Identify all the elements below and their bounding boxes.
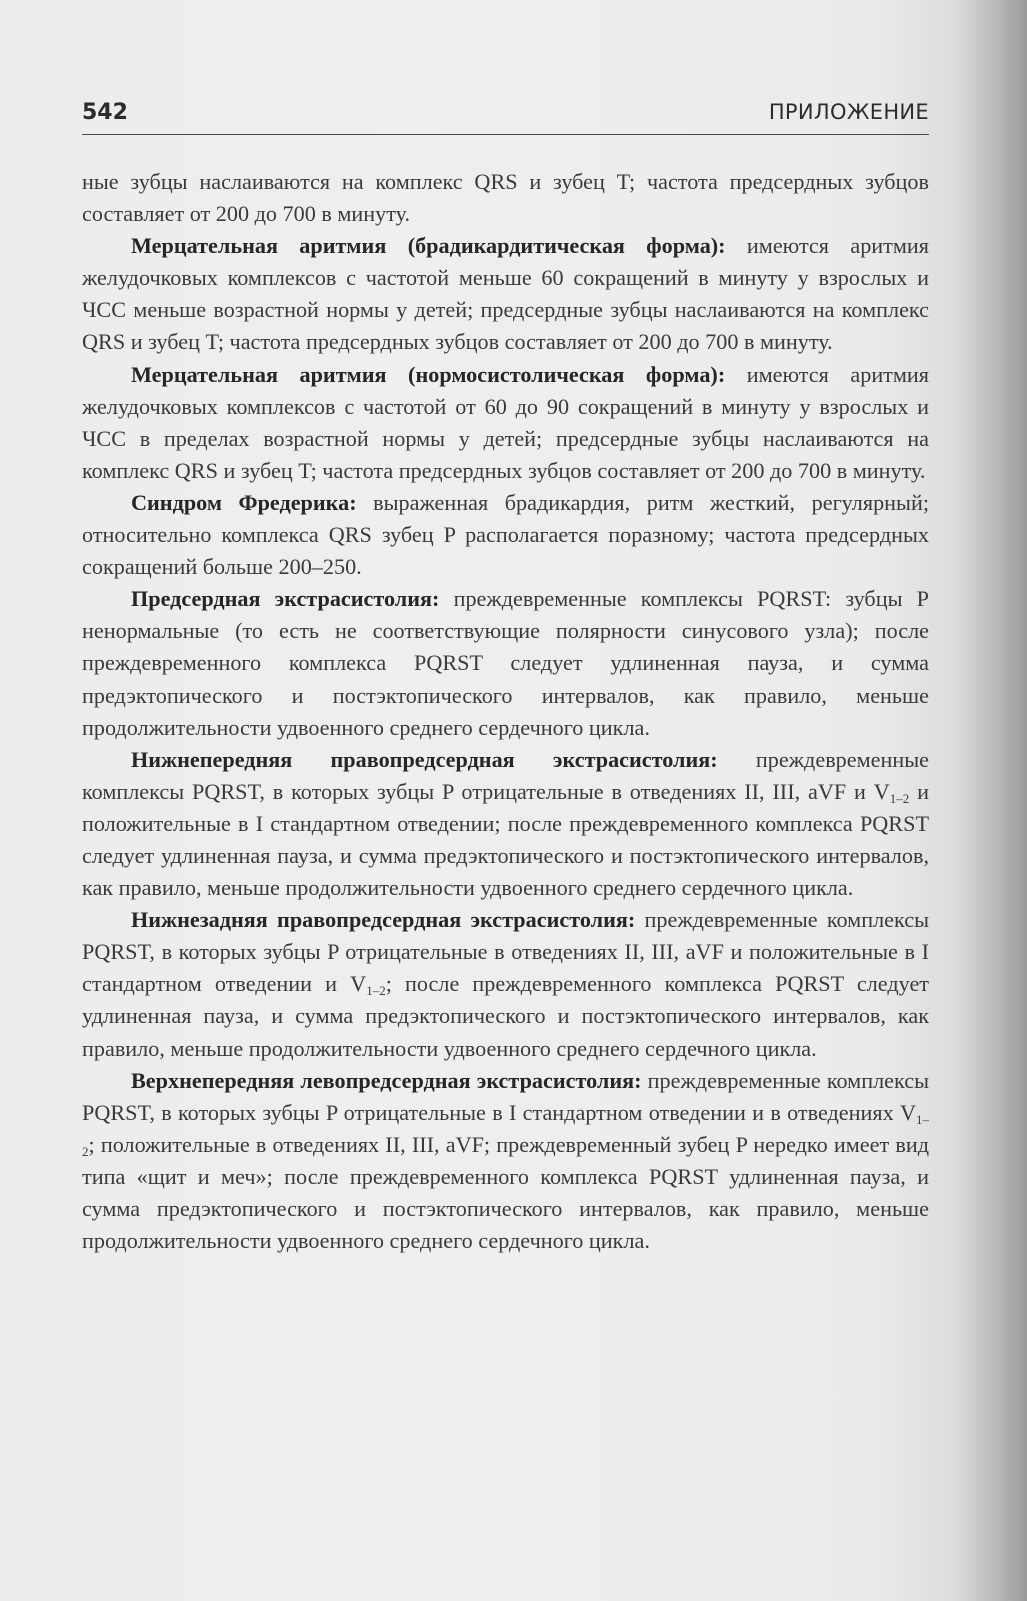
lead-subscript: 1–2 [366, 983, 386, 999]
lead-subscript: 1–2 [889, 790, 910, 806]
paragraph-superoanterior-left-atrial [82, 1065, 929, 1258]
body-text [82, 166, 929, 1257]
page-header [82, 94, 929, 135]
paragraph-text: ные зубцы наслаиваются на комплекс QRS и зубец T; частота предсердных зубцов составляет от 200 до 700 в минуту. [82, 169, 929, 227]
paragraph-text: преждевременные комплексы PQRST, в которых зубцы P отрицательные в отведениях II, III, aVF и положительные в I стандартном отведении и V [82, 907, 929, 997]
term-heading: Синдром Фредерика: [131, 489, 357, 515]
paragraph-text: имеются аритмия желудочковых комплексов с частотой меньше 60 сокращений в минуту у взрослых и ЧСС меньше возрастной нормы у детей; предсердные зубцы наслаиваются на комплекс QRS и зубец T; частота предсердных зубцов составляет от 200 до 700 в минуту. [82, 233, 929, 355]
paragraph-text: преждевременные комплексы PQRST: зубцы P ненормальные (то есть не соответствующие полярности синусового узла); после преждевременного комплекса PQRST следует удлиненная пауза, и сумма предэктопического и постэктопического интервалов, как правило, меньше продолжительности удвоенного среднего сердечного цикла. [82, 586, 929, 740]
term-heading: Мерцательная аритмия (брадикардитическая форма): [131, 233, 726, 259]
paragraph-bradycardic-af [82, 230, 929, 358]
paragraph-text: ; положительные в отведениях II, III, aVF; преждевременный зубец P нередко имеет вид типа «щит и меч»; после преждевременного комплекса PQRST удлиненная пауза, и сумма предэктопического и постэктопического интервалов, как правило, меньше продолжительности удвоенного среднего сердечного цикла. [82, 1131, 929, 1254]
paragraph-continuation [82, 166, 929, 230]
paragraph-normosystolic-af [82, 359, 929, 487]
lead-subscript: 1–2 [82, 1111, 929, 1159]
paragraph-atrial-extrasystole [82, 583, 929, 743]
paragraph-text: выраженная брадикардия, ритм жесткий, регулярный; относительно комплекса QRS зубец P располагается поразному; частота предсердных сокращений больше 200–250. [82, 489, 929, 580]
term-heading: Мерцательная аритмия (нормосистолическая форма): [131, 361, 726, 387]
paragraph-text: преждевременные комплексы PQRST, в которых зубцы P отрицательные в отведениях II, III, aVF и V [82, 746, 929, 804]
paragraph-text: имеются аритмия желудочковых комплексов с частотой от 60 до 90 сокращений в минуту у взрослых и ЧСС в пределах возрастной нормы у детей; предсердные зубцы наслаиваются на комплекс QRS и зубец T; частота предсердных зубцов составляет от 200 до 700 в минуту. [82, 361, 930, 483]
term-heading: Нижнепередняя правопредсердная экстрасистолия: [131, 746, 718, 772]
paragraph-text: ; после преждевременного комплекса PQRST следует удлиненная пауза, и сумма предэктопического и постэктопического интервалов, как правило, меньше продолжительности удвоенного среднего сердечного цикла. [82, 971, 929, 1061]
paragraph-text: и положительные в I стандартном отведении; после преждевременного комплекса PQRST следует удлиненная пауза, и сумма предэктопического и постэктопического интервалов, как правило, меньше продолжительности удвоенного среднего сердечного цикла. [82, 778, 930, 901]
paragraph-inferoposterior-right-atrial [82, 904, 929, 1064]
term-heading: Верхнепередняя левопредсердная экстрасистолия: [131, 1067, 642, 1093]
term-heading: Предсердная экстрасистолия: [131, 586, 440, 612]
term-heading: Нижнезадняя правопредсердная экстрасистолия: [131, 907, 636, 933]
paragraph-frederick-syndrome [82, 487, 929, 583]
page-number: 542 [82, 100, 128, 125]
paragraph-inferoanterior-right-atrial [82, 744, 929, 904]
paragraph-text: преждевременные комплексы PQRST, в которых зубцы P отрицательные в I стандартном отведении и в отведениях V [82, 1067, 930, 1125]
running-head: ПРИЛОЖЕНИЕ [768, 100, 929, 124]
